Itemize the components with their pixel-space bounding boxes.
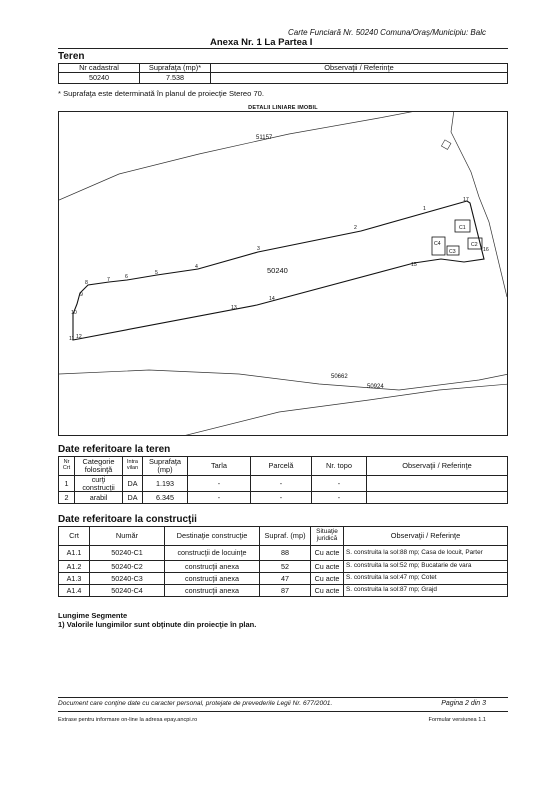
dt-col-suprafata: Suprafaţa (mp) [143,457,188,476]
dc-cell: construcţii anexa [165,561,260,573]
dc-cell: S. construita la sol:47 mp; Cotet [344,573,508,585]
anexa-title: Anexa Nr. 1 La Partea I [210,37,313,48]
dt-col-nrtopo: Nr. topo [312,457,367,476]
road-line-right [451,112,507,297]
dt-cell: curţi construcţii [75,476,123,492]
dt-col-categorie: Categorie folosinţă [75,457,123,476]
dt-cell: - [312,476,367,492]
table-row [59,476,508,492]
dt-col-intravilan: Intra vilan [123,457,143,476]
dc-cell: 87 [260,585,311,597]
date-teren-table [58,456,508,504]
dc-cell: S. construita la sol:87 mp; Grajd [344,585,508,597]
dc-cell: 50240-C3 [90,573,165,585]
parcel-label-50240: 50240 [267,266,288,275]
building-label: C1 [459,225,466,231]
dt-cell: - [251,476,312,492]
teren-cell: 7.538 [140,72,211,83]
footer-divider [58,697,508,698]
lungime-note: 1) Valorile lungimilor sunt obţinute din proiecţie în plan. [58,620,257,629]
building-label: C4 [434,241,441,247]
cadastral-map [58,111,508,436]
dt-col-observatii: Observaţii / Referinţe [367,457,508,476]
dc-cell: Cu acte [311,561,344,573]
road-line-top [59,112,421,200]
dt-cell: 1 [59,476,75,492]
dc-cell: 50240-C1 [90,546,165,561]
date-constructii-table [58,526,508,597]
dt-cell: - [188,492,251,504]
point-label: 4 [195,264,198,270]
point-label: 16 [483,247,489,253]
table-row [59,492,508,504]
carte-funciara-header: Carte Funciară Nr. 50240 Comuna/Oraş/Municipiu: Balc [287,28,486,37]
point-label: 15 [411,262,417,268]
dc-cell: Cu acte [311,585,344,597]
teren-cell: 50240 [59,72,140,83]
point-label: 5 [155,270,158,276]
dc-cell: construcţii anexa [165,573,260,585]
footer-formular: Formular versiunea 1.1 [428,717,486,723]
date-teren-title: Date referitoare la teren [58,444,171,455]
teren-cell [211,72,508,83]
table-row [59,585,508,597]
point-label: 8 [85,280,88,286]
dc-col-destinatie: Destinaţie construcţie [165,527,260,546]
point-label: 10 [71,310,77,316]
dt-col-nr: Nr Crt [59,457,75,476]
dc-cell: construcţii anexa [165,585,260,597]
map-title: DETALII LINIARE IMOBIL [248,105,318,111]
point-label: 6 [125,274,128,280]
teren-col-observatii: Observaţii / Referinţe [211,64,508,73]
dt-col-parcela: Parcelă [251,457,312,476]
lungime-title: Lungime Segmente [58,611,128,620]
footer-divider-2 [58,711,508,712]
dc-cell: 47 [260,573,311,585]
boundary-south-2 [179,384,508,436]
teren-col-nr-cadastral: Nr cadastral [59,64,140,73]
dc-cell: A1.2 [59,561,90,573]
dc-cell: A1.4 [59,585,90,597]
dc-col-crt: Crt [59,527,90,546]
footer-disclaimer: Document care conţine date cu caracter personal, protejate de prevederile Legii Nr. 677/2001. [58,700,333,707]
building-label: C3 [449,249,456,255]
dc-col-numar: Număr [90,527,165,546]
footer-extras: Extrase pentru informare on-line la adresa epay.ancpi.ro [58,717,198,723]
point-label: 14 [269,296,275,302]
dc-cell: Cu acte [311,573,344,585]
small-structure [441,140,451,150]
parcel-label-51157: 51157 [256,135,273,141]
point-label: 12 [76,334,82,340]
dt-cell: 1.193 [143,476,188,492]
teren-title: Teren [58,51,85,62]
dc-cell: S. construita la sol:88 mp; Casa de locuit, Parter [344,546,508,561]
dc-cell: 50240-C2 [90,561,165,573]
dt-cell [367,476,508,492]
dt-cell: - [188,476,251,492]
dc-col-suprafata: Supraf. (mp) [260,527,311,546]
map-svg [59,112,508,436]
teren-col-suprafata: Suprafaţa (mp)* [140,64,211,73]
teren-table [58,63,508,84]
point-label: 17 [463,197,469,203]
dc-cell: 50240-C4 [90,585,165,597]
point-label: 9 [80,292,83,298]
page-number: Pagina 2 din 3 [441,700,486,707]
dt-cell: DA [123,492,143,504]
boundary-south-1 [59,370,508,390]
table-row [59,573,508,585]
date-constructii-title: Date referitoare la construcţii [58,514,197,525]
dt-cell: DA [123,476,143,492]
dc-cell: construcţii de locuinţe [165,546,260,561]
dc-col-observatii: Observaţii / Referinţe [344,527,508,546]
dc-cell: 88 [260,546,311,561]
point-label: 13 [231,305,237,311]
dc-col-situatie: Situaţie juridică [311,527,344,546]
dt-cell: arabil [75,492,123,504]
table-row [59,546,508,561]
dt-cell: 6.345 [143,492,188,504]
building-label: C2 [471,242,478,248]
dt-cell: - [312,492,367,504]
dc-cell: A1.3 [59,573,90,585]
dc-cell: S. construita la sol:52 mp; Bucatarie de vara [344,561,508,573]
dt-col-tarla: Tarla [188,457,251,476]
dc-cell: 52 [260,561,311,573]
dc-cell: Cu acte [311,546,344,561]
parcel-label-50662: 50662 [331,374,348,380]
dc-cell: A1.1 [59,546,90,561]
header-divider [58,48,508,49]
point-label: 2 [354,225,357,231]
teren-note: * Suprafaţa este determinată în planul de proiecţie Stereo 70. [58,89,265,98]
point-label: 3 [257,246,260,252]
dt-cell [367,492,508,504]
point-label: 11 [69,336,75,342]
point-label: 1 [423,206,426,212]
dt-cell: - [251,492,312,504]
dt-cell: 2 [59,492,75,504]
table-row [59,561,508,573]
point-label: 7 [107,277,110,283]
parcel-label-50924: 50924 [367,384,384,390]
